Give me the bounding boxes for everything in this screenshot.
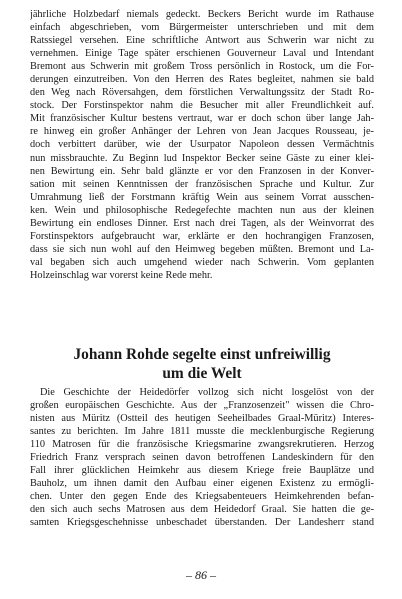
top-paragraph	[30, 8, 374, 282]
text-line: nen Bewirtung ein. Sehr bald glänzte er vor den Franzosen in der Konver-	[30, 165, 374, 177]
text-line: samten Kriegsgeschehnisse unbeschadet überstanden. Der Landesherr stand	[30, 517, 374, 529]
text-line: Die Geschichte der Heidedörfer vollzog sich nicht losgelöst von der	[40, 387, 374, 398]
text-line: nun missbrauchte. Zu Beginn lud Inspektor Becker seine Gäste zu einer klei-	[30, 152, 374, 164]
chapter-heading-line: um die Welt	[162, 365, 242, 382]
text-line: nisten aus Müritz (Ostteil des heutigen Seeheilbades Graal-Müritz) Interes-	[30, 413, 374, 425]
text-line: den sich auch sechs Matrosen aus dem Heidedorf Graal. Sie hatten die ge-	[30, 504, 374, 516]
bottom-paragraph	[30, 386, 374, 530]
text-line: Umrahmung ließ der Forstmann kräftig Wein aus seinem Vorrat ausschen-	[30, 191, 374, 203]
text-line: vernehmen. Einige Tage später erschienen Gouverneur Laval und Intendant	[30, 48, 374, 60]
text-line: Ratssiegel versehen. Eine schriftliche Antwort aus Schwerin war nicht zu	[30, 35, 374, 47]
text-line: dass sie sich nun wohl auf den Heimweg begeben müßten. Bremont und La-	[30, 243, 374, 255]
text-line: den Weg nach Röversahgen, dem förstlichen Verwaltungssitz der Stadt Ro-	[30, 87, 374, 99]
text-line: sation mit seinen Kenntnissen der französischen Sprache und Kultur. Zur	[30, 178, 374, 190]
text-line: jährliche Holzbedarf niemals gedeckt. Beckers Bericht wurde im Rathause	[30, 9, 374, 20]
chapter-heading-line: Johann Rohde segelte einst unfreiwillig	[73, 346, 331, 363]
text-line: Fall ihrer glücklichen Heimkehr aus diesem Kriege freie Bauplätze und	[30, 465, 374, 477]
text-line: 110 Matrosen für die französische Kriegsmarine zwangsrekrutieren. Herzog	[30, 439, 374, 451]
page-number: – 86 –	[186, 568, 216, 582]
text-line: re hinweg ein großer Anhänger der Lehren von Jean Jacques Rousseau, je-	[30, 126, 374, 138]
text-line: derungen einzutreiben. Von den Herren des Rates begleitet, nahmen sie bald	[30, 74, 374, 86]
text-line: großen europäischen Geschichte. Aus der „Franzosenzeit" wissen die Chro-	[30, 400, 374, 412]
text-line: chen. Unter den gegen Ende des Kriegsabenteuers Heimkehrenden befan-	[30, 491, 374, 503]
text-line: Holzeinschlag war vorerst keine Rede mehr.	[30, 269, 213, 281]
text-line: Mit französischer Kultur bestens vertraut, war er doch schon über lange Jah-	[30, 113, 374, 125]
text-line: einfach abgeschrieben, vom Bürgermeister unterschrieben und mit dem	[30, 22, 374, 34]
text-line: Bremont aus Schwerin mit großem Tross persönlich in Rostock, um die For-	[30, 61, 374, 73]
text-line: val begaben sich auch umgehend wieder nach Schwerin. Vom geplanten	[30, 256, 374, 268]
chapter-heading	[30, 345, 374, 383]
text-line: Friedrich Franz versprach seinen davon betroffenen Landeskindern für den	[30, 452, 374, 464]
text-line: Bauholz, um ihnen damit den Aufbau einer eigenen Existenz zu ermögli-	[30, 478, 374, 490]
text-line: Bewirtung ein endloses Dinner. Erst nach drei Tagen, als der Weinvorrat des	[30, 217, 374, 229]
text-line: santes zu berichten. Im Jahre 1811 musste die mecklenburgische Regierung	[30, 426, 374, 438]
text-line: stock. Der Forstinspektor nahm die Besucher mit aller Freundlichkeit auf.	[30, 100, 374, 112]
text-line: doch verbittert darüber, wie der Usurpator Napoleon dessen Vermächtnis	[30, 139, 374, 151]
text-line: Forstinspektors aufgebraucht war, erklärte er den hochrangigen Franzosen,	[30, 230, 374, 242]
text-line: ken. Wein und philosophische Redegefechte machten nun aus der kleinen	[30, 204, 374, 216]
